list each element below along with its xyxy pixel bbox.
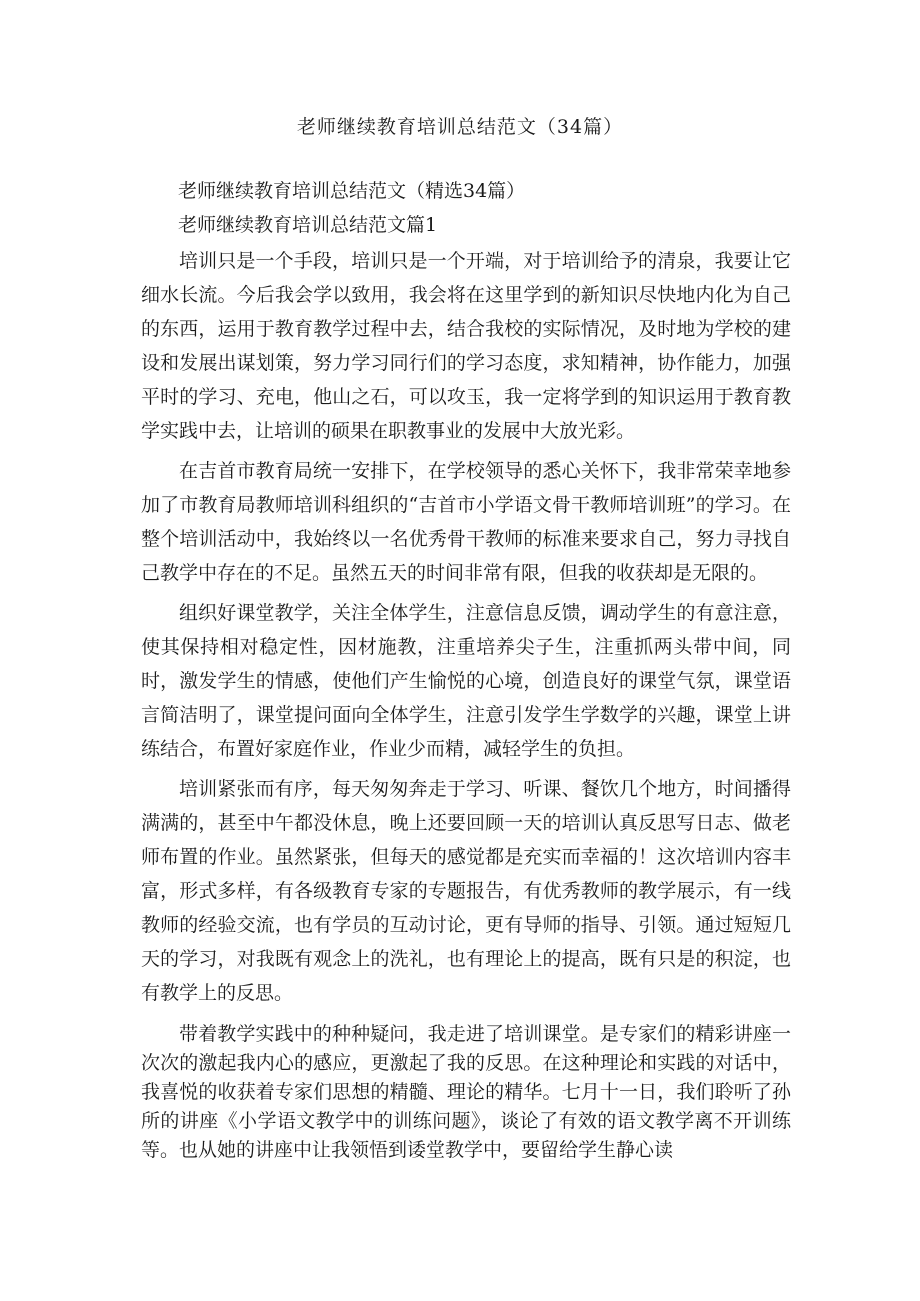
document-body <box>141 244 791 1165</box>
paragraph-3: 组织好课堂教学，关注全体学生，注意信息反馈，调动学生的有意注意，使其保持相对稳定性，因材施教，注重培养尖子生，注重抓两头带中间，同时，激发学生的情感，使他们产生愉悦的心境，创造良好的课堂气氛，课堂语言简洁明了，课堂提问面向全体学生，注意引发学生学数学的兴趣，课堂上讲练结合，布置好家庭作业，作业少而精，减轻学生的负担。 <box>141 602 791 760</box>
section-heading: 老师继续教育培训总结范文篇1 <box>178 214 438 236</box>
paragraph-1: 培训只是一个手段，培训只是一个开端，对于培训给予的清泉，我要让它细水长流。今后我会学以致用，我会将在这里学到的新知识尽快地内化为自己的东西，运用于教育教学过程中去，结合我校的实际情况，及时地为学校的建设和发展出谋划策，努力学习同行们的学习态度，求知精神，协作能力，加强平时的学习、充电，他山之石，可以攻玉，我一定将学到的知识运用于教育教学实践中去，让培训的硕果在职教事业的发展中大放光彩。 <box>141 250 791 442</box>
document-title: 老师继续教育培训总结范文（34篇） <box>296 116 624 138</box>
paragraph-4: 培训紧张而有序，每天匆匆奔走于学习、听课、餐饮几个地方，时间播得满满的，甚至中午都没休息，晚上还要回顾一天的培训认真反思写日志、做老师布置的作业。虽然紧张，但每天的感觉都是充实而幸福的！这次培训内容丰富，形式多样，有各级教育专家的专题报告，有优秀教师的教学展示，有一线教师的经验交流，也有学员的互动讨论，更有导师的指导、引领。通过短短几天的学习，对我既有观念上的洗礼，也有理论上的提高，既有只是的积淀，也有教学上的反思。 <box>141 778 791 1004</box>
document-subtitle: 老师继续教育培训总结范文（精选34篇） <box>178 180 526 202</box>
paragraph-2: 在吉首市教育局统一安排下，在学校领导的悉心关怀下，我非常荣幸地参加了市教育局教师培训科组织的“吉首市小学语文骨干教师培训班”的学习。在整个培训活动中，我始终以一名优秀骨干教师的标准来要求自己，努力寻找自己教学中存在的不足。虽然五天的时间非常有限，但我的收获却是无限的。 <box>141 460 791 584</box>
paragraph-5: 带着教学实践中的种种疑问，我走进了培训课堂。是专家们的精彩讲座一次次的激起我内心的感应，更激起了我的反思。在这种理论和实践的对话中，我喜悦的收获着专家们思想的精髓、理论的精华。七月十一日，我们聆听了孙所的讲座《小学语文教学中的训练问题》，谈论了有效的语文教学离不开训练等。也从她的讲座中让我领悟到诿堂教学中，要留给学生静心读 <box>141 1023 791 1161</box>
